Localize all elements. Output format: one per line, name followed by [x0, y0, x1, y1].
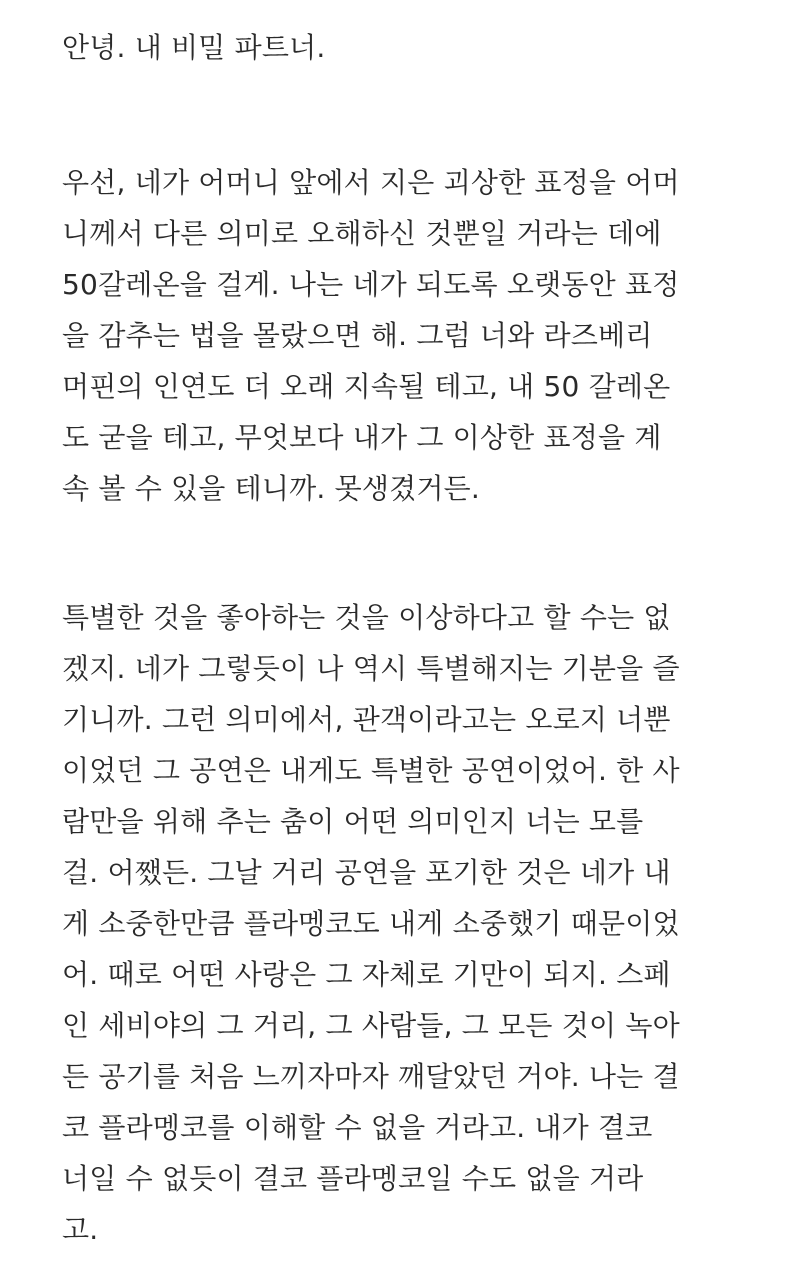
paragraph-line: 고. — [62, 1213, 99, 1246]
paragraph-line: 기니까. 그런 의미에서, 관객이라고는 오로지 너뿐 — [62, 703, 671, 736]
paragraph-line: 니께서 다른 의미로 오해하신 것뿐일 거라는 데에 — [62, 217, 662, 250]
paragraph-line: 특별한 것을 좋아하는 것을 이상하다고 할 수는 없 — [62, 601, 671, 634]
paragraph-line: 인 세비야의 그 거리, 그 사람들, 그 모든 것이 녹아 — [62, 1009, 680, 1042]
paragraph-line: 너일 수 없듯이 결코 플라멩코일 수도 없을 거라 — [62, 1162, 644, 1195]
greeting-line: 안녕. 내 비밀 파트너. — [62, 31, 326, 64]
paragraph-line: 머핀의 인연도 더 오래 지속될 테고, 내 50 갈레온 — [62, 370, 671, 403]
paragraph-line: 도 굳을 테고, 무엇보다 내가 그 이상한 표정을 계 — [62, 421, 662, 454]
paragraph-line: 걸. 어쨌든. 그날 거리 공연을 포기한 것은 네가 내 — [62, 856, 671, 889]
paragraph-line: 이었던 그 공연은 내게도 특별한 공연이었어. 한 사 — [62, 754, 680, 787]
paragraph-line: 우선, 네가 어머니 앞에서 지은 괴상한 표정을 어머 — [62, 166, 680, 199]
paragraph-line: 겠지. 네가 그렇듯이 나 역시 특별해지는 기분을 즐 — [62, 652, 680, 685]
paragraph-line: 든 공기를 처음 느끼자마자 깨달았던 거야. 나는 결 — [62, 1060, 680, 1093]
paragraph-line: 게 소중한만큼 플라멩코도 내게 소중했기 때문이었 — [62, 907, 680, 940]
paragraph-line: 람만을 위해 추는 춤이 어떤 의미인지 너는 모를 — [62, 805, 644, 838]
paragraph-line: 어. 때로 어떤 사랑은 그 자체로 기만이 되지. 스페 — [62, 958, 671, 991]
paragraph-line: 코 플라멩코를 이해할 수 없을 거라고. 내가 결코 — [62, 1111, 653, 1144]
paragraph-line: 속 볼 수 있을 테니까. 못생겼거든. — [62, 472, 480, 505]
paragraph-line: 50갈레온을 걸게. 나는 네가 되도록 오랫동안 표정 — [62, 268, 680, 301]
paragraph-line: 을 감추는 법을 몰랐으면 해. 그럼 너와 라즈베리 — [62, 319, 653, 352]
